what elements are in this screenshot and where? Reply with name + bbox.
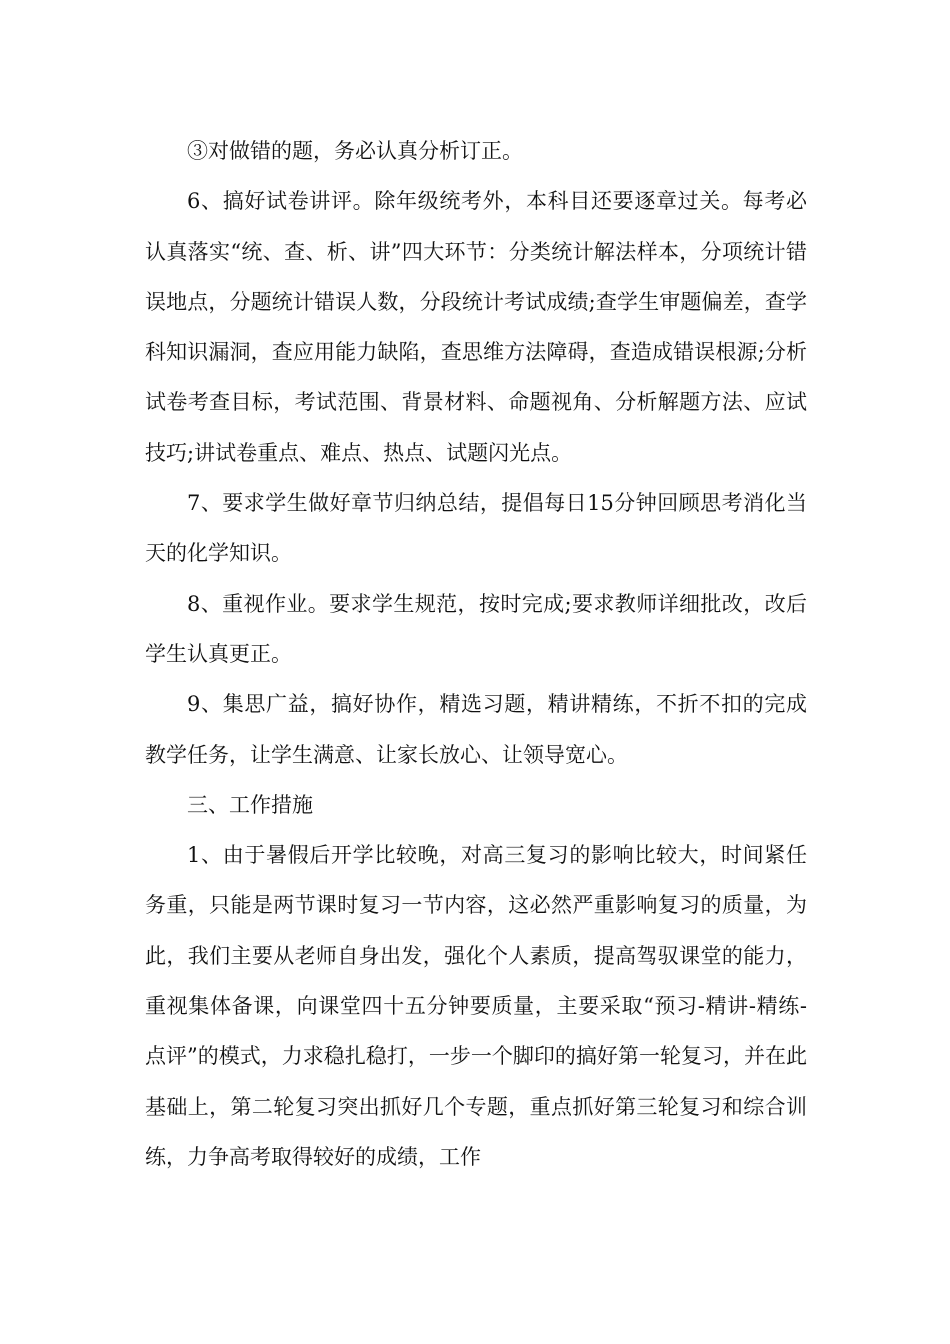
paragraph-measure-1: 1、由于暑假后开学比较晚，对高三复习的影响比较大，时间紧任务重，只能是两节课时复习一节内容，这必然严重影响复习的质量，为此，我们主要从老师自身出发，强化个人素质，提高驾驭课堂的能力，重视集体备课，向课堂四十五分钟要质量，主要采取“预习-精讲-精练-点评”的模式，力求稳扎稳打，一步一个脚印的搞好第一轮复习，并在此基础上，第二轮复习突出抓好几个专题，重点抓好第三轮复习和综合训练，力争高考取得较好的成绩，工作 [145,843,807,1169]
paragraph-item-8: 8、重视作业。要求学生规范，按时完成;要求教师详细批改，改后学生认真更正。 [145,591,807,666]
paragraph-item-3: ③对做错的题，务必认真分析订正。 [187,139,523,163]
paragraph-item-6: 6、搞好试卷讲评。除年级统考外，本科目还要逐章过关。每考必认真落实“统、查、析、讲”四大环节：分类统计解法样本，分项统计错误地点，分题统计错误人数，分段统计考试成绩;查学生审题偏差，查学科知识漏洞，查应用能力缺陷，查思维方法障碍，查造成错误根源;分析试卷考查目标，考试范围、背景材料、命题视角、分析解题方法、应试技巧;讲试卷重点、难点、热点、试题闪光点。 [145,189,807,465]
document-body [145,126,807,1182]
paragraph-item-9: 9、集思广益，搞好协作，精选习题，精讲精练，不折不扣的完成教学任务，让学生满意、让家长放心、让领导宽心。 [145,692,807,767]
paragraph-item-7: 7、要求学生做好章节归纳总结，提倡每日15分钟回顾思考消化当天的化学知识。 [145,491,807,566]
section-heading-work-measures: 三、工作措施 [187,792,313,817]
